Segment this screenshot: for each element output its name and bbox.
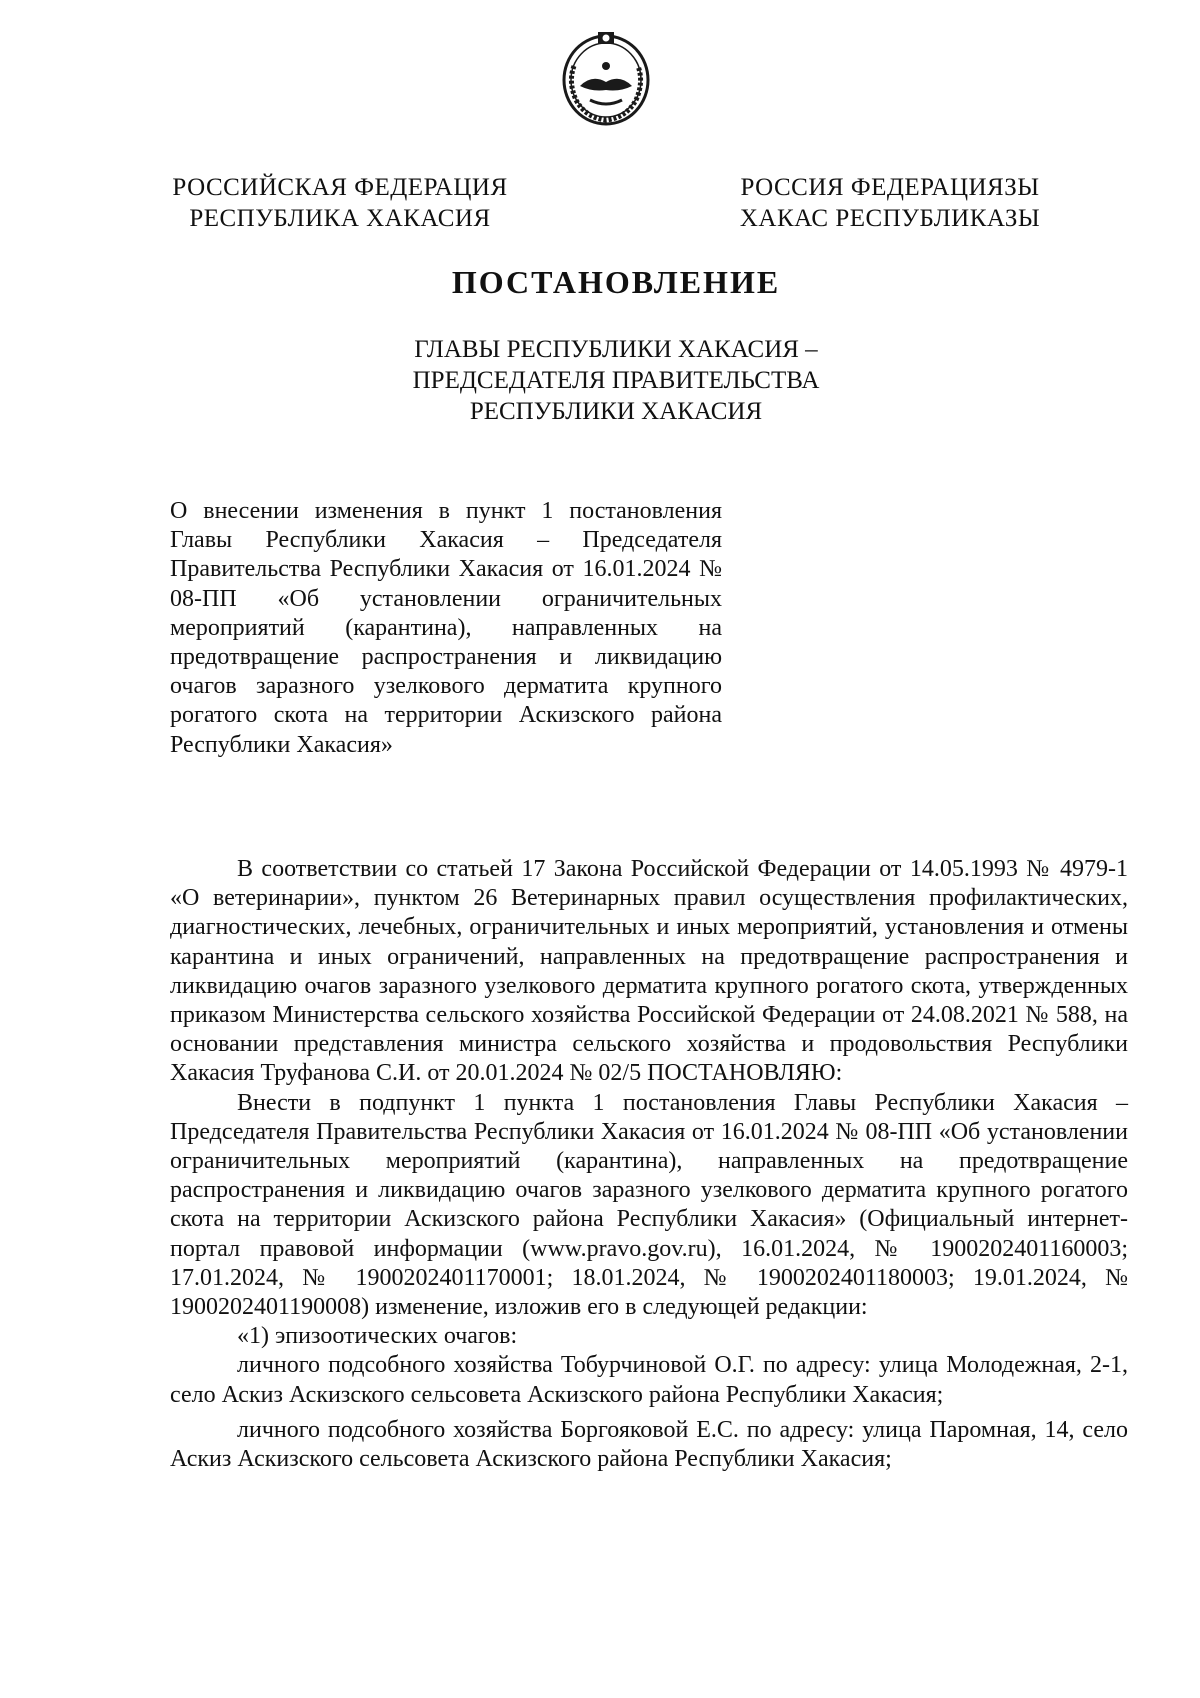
body-paragraph-4: личного подсобного хозяйства Тобурчиновой О.Г. по адресу: улица Молодежная, 2-1, село Аскиз Аскизского сельсовета Аскизского района Республики Хакасия; — [170, 1352, 1128, 1408]
issuer-block — [0, 334, 1200, 427]
document-subject: О внесении изменения в пункт 1 постановления Главы Республики Хакасия – Председателя Правительства Республики Хакасия от 16.01.2024 № 08-ПП «Об установлении ограничительных мероприятий (карантина), направленных на предотвращение распространения и ликвидацию очагов заразного узелкового дерматита крупного рогатого скота на территории Аскизского района Республики Хакасия» — [170, 498, 722, 758]
header-left-line1: РОССИЙСКАЯ ФЕДЕРАЦИЯ — [172, 174, 508, 201]
issuer-line2: ПРЕДСЕДАТЕЛЯ ПРАВИТЕЛЬСТВА — [412, 367, 820, 394]
header-right-line1: РОССИЯ ФЕДЕРАЦИЯЗЫ — [740, 174, 1040, 201]
body-paragraph-3: «1) эпизоотических очагов: — [237, 1323, 518, 1350]
header-left — [170, 172, 510, 234]
coat-of-arms-emblem-icon — [560, 26, 652, 128]
issuer-line3: РЕСПУБЛИКИ ХАКАСИЯ — [469, 398, 763, 425]
body-paragraph-2: Внести в подпункт 1 пункта 1 постановления Главы Республики Хакасия – Председателя Правительства Республики Хакасия от 16.01.2024 № 08-ПП «Об установлении ограничительных мероприятий (карантина), направленных на предотвращение распространения и ликвидацию очагов заразного узелкового дерматита крупного рогатого скота на территории Аскизского района Республики Хакасия» (Официальный интернет-портал правовой информации (www.pravo.gov.ru), 16.01.2024, № 1900202401160003; 17.01.2024, № 1900202401170001; 18.01.2024, № 1900202401180003; 19.01.2024, № 1900202401190008) изменение, изложив его в следующей редакции: — [170, 1089, 1128, 1321]
issuer-line1: ГЛАВЫ РЕСПУБЛИКИ ХАКАСИЯ – — [414, 336, 818, 363]
body-paragraph-1: В соответствии со статьей 17 Закона Российской Федерации от 14.05.1993 № 4979-1 «О ветеринарии», пунктом 26 Ветеринарных правил осуществления профилактических, диагностических, лечебных, ограничительных и иных мероприятий, установления и отмены карантина и иных ограничений, направленных на предотвращение распространения и ликвидацию очагов заразного узелкового дерматита крупного рогатого скота, утвержденных приказом Министерства сельского хозяйства Российской Федерации от 24.08.2021 № 588, на основании представления министра сельского хозяйства и продовольствия Республики Хакасия Труфанова С.И. от 20.01.2024 № 02/5 ПОСТАНОВЛЯЮ: — [170, 856, 1128, 1087]
body-paragraph-5: личного подсобного хозяйства Боргояковой Е.С. по адресу: улица Паромная, 14, село Аскиз Аскизского сельсовета Аскизского района Республики Хакасия; — [170, 1416, 1128, 1473]
header-left-line2: РЕСПУБЛИКА ХАКАСИЯ — [189, 205, 491, 232]
header-right-line2: ХАКАС РЕСПУБЛИКАЗЫ — [739, 205, 1041, 232]
header-right — [725, 172, 1055, 234]
document-body — [170, 855, 1128, 1474]
document-title: ПОСТАНОВЛЕНИЕ — [451, 264, 781, 300]
